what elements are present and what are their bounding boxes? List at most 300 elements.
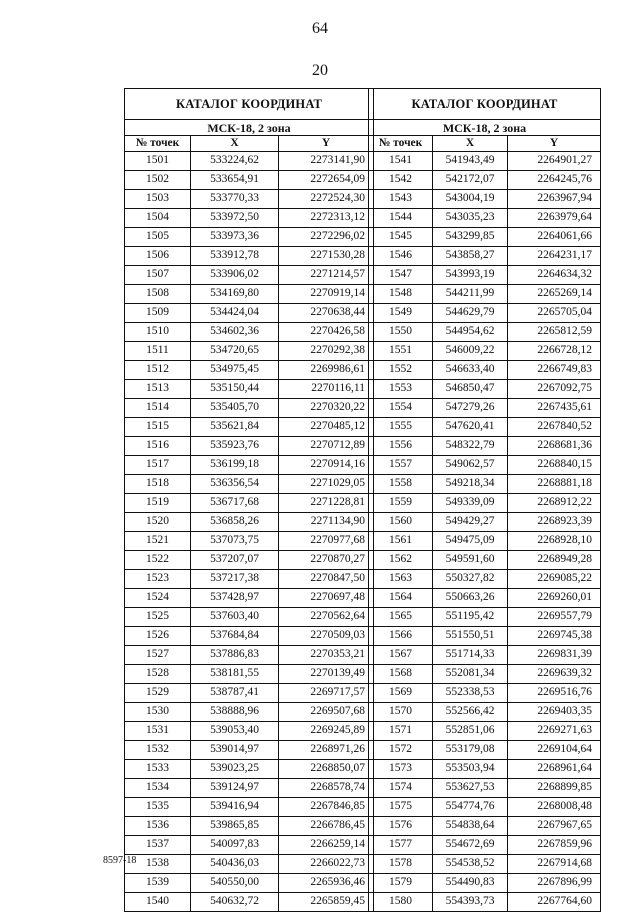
cell-point-number: 1575 [369, 798, 433, 817]
cell-x: 533973,36 [191, 228, 279, 247]
cell-x: 542172,07 [433, 171, 508, 190]
cell-point-number: 1545 [369, 228, 433, 247]
cell-point-number: 1501 [125, 152, 191, 171]
cell-x: 533972,50 [191, 209, 279, 228]
cell-point-number: 1571 [369, 722, 433, 741]
cell-y: 2269507,68 [279, 703, 374, 722]
cell-point-number: 1564 [369, 589, 433, 608]
table-row [125, 266, 374, 285]
table-row [369, 646, 601, 665]
table-row [125, 779, 374, 798]
cell-x: 550327,82 [433, 570, 508, 589]
table-row [125, 532, 374, 551]
cell-x: 554393,73 [433, 893, 508, 912]
cell-point-number: 1528 [125, 665, 191, 684]
cell-y: 2264061,66 [508, 228, 601, 247]
cell-y: 2270977,68 [279, 532, 374, 551]
table-row [369, 665, 601, 684]
table-row [369, 513, 601, 532]
cell-y: 2264901,27 [508, 152, 601, 171]
page-number: 64 [312, 20, 328, 37]
cell-point-number: 1551 [369, 342, 433, 361]
cell-x: 554838,64 [433, 817, 508, 836]
cell-point-number: 1563 [369, 570, 433, 589]
cell-y: 2264245,76 [508, 171, 601, 190]
table-row [125, 627, 374, 646]
table-row [369, 551, 601, 570]
cell-point-number: 1530 [125, 703, 191, 722]
cell-x: 539865,85 [191, 817, 279, 836]
cell-x: 549218,34 [433, 475, 508, 494]
cell-point-number: 1567 [369, 646, 433, 665]
cell-y: 2263979,64 [508, 209, 601, 228]
cell-point-number: 1574 [369, 779, 433, 798]
cell-y: 2269403,35 [508, 703, 601, 722]
table-row [125, 836, 374, 855]
table-row [369, 627, 601, 646]
cell-point-number: 1521 [125, 532, 191, 551]
cell-x: 535405,70 [191, 399, 279, 418]
cell-y: 2267764,60 [508, 893, 601, 912]
cell-point-number: 1502 [125, 171, 191, 190]
cell-point-number: 1519 [125, 494, 191, 513]
cell-x: 547620,41 [433, 418, 508, 437]
table-row [369, 570, 601, 589]
cell-x: 549429,27 [433, 513, 508, 532]
cell-x: 553179,08 [433, 741, 508, 760]
cell-point-number: 1555 [369, 418, 433, 437]
table-row [369, 475, 601, 494]
cell-x: 540097,83 [191, 836, 279, 855]
cell-point-number: 1559 [369, 494, 433, 513]
cell-y: 2270914,16 [279, 456, 374, 475]
cell-point-number: 1569 [369, 684, 433, 703]
cell-y: 2267967,65 [508, 817, 601, 836]
table-row [369, 494, 601, 513]
cell-y: 2264231,17 [508, 247, 601, 266]
cell-x: 546633,40 [433, 361, 508, 380]
cell-y: 2263967,94 [508, 190, 601, 209]
left-catalog [124, 88, 374, 912]
cell-y: 2267914,68 [508, 855, 601, 874]
table-row [125, 855, 374, 874]
cell-point-number: 1580 [369, 893, 433, 912]
cell-x: 536858,26 [191, 513, 279, 532]
table-row [369, 399, 601, 418]
table-row [125, 741, 374, 760]
cell-y: 2269245,89 [279, 722, 374, 741]
cell-x: 544629,79 [433, 304, 508, 323]
table-row [369, 798, 601, 817]
cell-y: 2268681,36 [508, 437, 601, 456]
cell-point-number: 1510 [125, 323, 191, 342]
cell-point-number: 1560 [369, 513, 433, 532]
cell-y: 2268912,22 [508, 494, 601, 513]
cell-x: 540632,72 [191, 893, 279, 912]
cell-y: 2268971,26 [279, 741, 374, 760]
cell-x: 533654,91 [191, 171, 279, 190]
cell-point-number: 1542 [369, 171, 433, 190]
cell-x: 543004,19 [433, 190, 508, 209]
zone-label: МСК-18, 2 зона [125, 120, 374, 136]
cell-y: 2270320,22 [279, 399, 374, 418]
table-row [369, 779, 601, 798]
cell-x: 540436,03 [191, 855, 279, 874]
cell-y: 2266786,45 [279, 817, 374, 836]
cell-x: 543993,19 [433, 266, 508, 285]
cell-point-number: 1509 [125, 304, 191, 323]
cell-x: 540550,00 [191, 874, 279, 893]
cell-x: 554538,52 [433, 855, 508, 874]
cell-x: 543035,23 [433, 209, 508, 228]
table-row [125, 304, 374, 323]
table-row [369, 228, 601, 247]
cell-point-number: 1570 [369, 703, 433, 722]
cell-y: 2266728,12 [508, 342, 601, 361]
cell-point-number: 1515 [125, 418, 191, 437]
table-row [369, 152, 601, 171]
col-header-y: Y [508, 136, 601, 152]
table-row [369, 703, 601, 722]
table-row [125, 171, 374, 190]
col-header-point: № точек [369, 136, 433, 152]
cell-y: 2272313,12 [279, 209, 374, 228]
cell-x: 543858,27 [433, 247, 508, 266]
cell-y: 2268923,39 [508, 513, 601, 532]
cell-y: 2272296,02 [279, 228, 374, 247]
cell-point-number: 1534 [125, 779, 191, 798]
table-row [125, 760, 374, 779]
col-header-y: Y [279, 136, 374, 152]
cell-point-number: 1540 [125, 893, 191, 912]
table-row [369, 323, 601, 342]
cell-point-number: 1544 [369, 209, 433, 228]
cell-y: 2271214,57 [279, 266, 374, 285]
cell-x: 550663,26 [433, 589, 508, 608]
cell-x: 539124,97 [191, 779, 279, 798]
table-row [369, 361, 601, 380]
cell-y: 2271530,28 [279, 247, 374, 266]
cell-x: 543299,85 [433, 228, 508, 247]
cell-point-number: 1579 [369, 874, 433, 893]
cell-x: 548322,79 [433, 437, 508, 456]
cell-x: 551195,42 [433, 608, 508, 627]
table-row [369, 171, 601, 190]
cell-x: 546009,22 [433, 342, 508, 361]
cell-x: 549062,57 [433, 456, 508, 475]
cell-point-number: 1522 [125, 551, 191, 570]
cell-point-number: 1553 [369, 380, 433, 399]
cell-point-number: 1562 [369, 551, 433, 570]
cell-x: 537207,07 [191, 551, 279, 570]
cell-point-number: 1531 [125, 722, 191, 741]
cell-point-number: 1504 [125, 209, 191, 228]
table-row [125, 399, 374, 418]
table-row [369, 589, 601, 608]
cell-x: 552081,34 [433, 665, 508, 684]
cell-y: 2268008,48 [508, 798, 601, 817]
cell-x: 534424,04 [191, 304, 279, 323]
table-row [369, 532, 601, 551]
table-row [369, 741, 601, 760]
cell-point-number: 1565 [369, 608, 433, 627]
cell-x: 534975,45 [191, 361, 279, 380]
cell-x: 539023,25 [191, 760, 279, 779]
cell-y: 2270426,58 [279, 323, 374, 342]
cell-point-number: 1514 [125, 399, 191, 418]
cell-point-number: 1543 [369, 190, 433, 209]
table-row [369, 836, 601, 855]
table-row [369, 304, 601, 323]
cell-point-number: 1518 [125, 475, 191, 494]
table-row [369, 209, 601, 228]
cell-y: 2271228,81 [279, 494, 374, 513]
cell-x: 552851,06 [433, 722, 508, 741]
right-catalog [368, 88, 601, 912]
table-row [125, 209, 374, 228]
coordinates-table-left [124, 88, 374, 912]
cell-y: 2270638,44 [279, 304, 374, 323]
cell-x: 546850,47 [433, 380, 508, 399]
table-row [369, 285, 601, 304]
table-row [369, 855, 601, 874]
cell-x: 537886,83 [191, 646, 279, 665]
cell-y: 2266259,14 [279, 836, 374, 855]
cell-y: 2272654,09 [279, 171, 374, 190]
cell-y: 2268928,10 [508, 532, 601, 551]
cell-point-number: 1549 [369, 304, 433, 323]
cell-y: 2269516,76 [508, 684, 601, 703]
cell-point-number: 1541 [369, 152, 433, 171]
cell-point-number: 1505 [125, 228, 191, 247]
table-row [125, 247, 374, 266]
table-row [125, 703, 374, 722]
cell-point-number: 1523 [125, 570, 191, 589]
table-row [125, 437, 374, 456]
cell-x: 552338,53 [433, 684, 508, 703]
cell-point-number: 1503 [125, 190, 191, 209]
cell-y: 2268899,85 [508, 779, 601, 798]
cell-y: 2269085,22 [508, 570, 601, 589]
cell-x: 538888,96 [191, 703, 279, 722]
cell-point-number: 1533 [125, 760, 191, 779]
cell-y: 2268850,07 [279, 760, 374, 779]
cell-y: 2268961,64 [508, 760, 601, 779]
cell-point-number: 1566 [369, 627, 433, 646]
cell-y: 2273141,90 [279, 152, 374, 171]
table-row [125, 228, 374, 247]
cell-x: 536199,18 [191, 456, 279, 475]
cell-y: 2265812,59 [508, 323, 601, 342]
cell-y: 2268881,18 [508, 475, 601, 494]
cell-y: 2267896,99 [508, 874, 601, 893]
cell-x: 537603,40 [191, 608, 279, 627]
table-row [125, 456, 374, 475]
cell-point-number: 1537 [125, 836, 191, 855]
zone-label: МСК-18, 2 зона [369, 120, 601, 136]
cell-x: 536356,54 [191, 475, 279, 494]
cell-point-number: 1552 [369, 361, 433, 380]
table-row [125, 342, 374, 361]
cell-y: 2270919,14 [279, 285, 374, 304]
cell-point-number: 1535 [125, 798, 191, 817]
cell-x: 538787,41 [191, 684, 279, 703]
cell-y: 2270485,12 [279, 418, 374, 437]
table-row [125, 589, 374, 608]
cell-x: 549475,09 [433, 532, 508, 551]
table-row [125, 323, 374, 342]
cell-point-number: 1517 [125, 456, 191, 475]
cell-y: 2267846,85 [279, 798, 374, 817]
cell-y: 2270353,21 [279, 646, 374, 665]
cell-x: 537073,75 [191, 532, 279, 551]
cell-x: 547279,26 [433, 399, 508, 418]
cell-point-number: 1527 [125, 646, 191, 665]
col-header-x: X [191, 136, 279, 152]
coordinates-table-right [368, 88, 601, 912]
cell-point-number: 1576 [369, 817, 433, 836]
cell-point-number: 1561 [369, 532, 433, 551]
table-row [125, 570, 374, 589]
sub-page-number: 20 [312, 62, 328, 79]
cell-point-number: 1568 [369, 665, 433, 684]
cell-y: 2269271,63 [508, 722, 601, 741]
cell-y: 2272524,30 [279, 190, 374, 209]
cell-y: 2270139,49 [279, 665, 374, 684]
cell-y: 2270870,27 [279, 551, 374, 570]
table-row [125, 722, 374, 741]
table-row [369, 380, 601, 399]
table-row [125, 874, 374, 893]
cell-point-number: 1512 [125, 361, 191, 380]
cell-y: 2269717,57 [279, 684, 374, 703]
cell-point-number: 1536 [125, 817, 191, 836]
table-row [369, 817, 601, 836]
cell-y: 2267859,96 [508, 836, 601, 855]
cell-y: 2268949,28 [508, 551, 601, 570]
table-row [125, 380, 374, 399]
cell-point-number: 1508 [125, 285, 191, 304]
cell-y: 2269557,79 [508, 608, 601, 627]
cell-y: 2265936,46 [279, 874, 374, 893]
table-row [369, 608, 601, 627]
cell-y: 2270292,38 [279, 342, 374, 361]
cell-point-number: 1513 [125, 380, 191, 399]
catalog-title: КАТАЛОГ КООРДИНАТ [125, 89, 374, 120]
cell-point-number: 1532 [125, 741, 191, 760]
cell-point-number: 1525 [125, 608, 191, 627]
cell-x: 541943,49 [433, 152, 508, 171]
table-row [125, 665, 374, 684]
cell-x: 551714,33 [433, 646, 508, 665]
cell-x: 554672,69 [433, 836, 508, 855]
table-row [369, 342, 601, 361]
cell-point-number: 1557 [369, 456, 433, 475]
cell-x: 535621,84 [191, 418, 279, 437]
cell-y: 2269260,01 [508, 589, 601, 608]
cell-x: 537217,38 [191, 570, 279, 589]
cell-y: 2267435,61 [508, 399, 601, 418]
cell-point-number: 1548 [369, 285, 433, 304]
col-header-x: X [433, 136, 508, 152]
cell-x: 533224,62 [191, 152, 279, 171]
cell-point-number: 1546 [369, 247, 433, 266]
cell-point-number: 1524 [125, 589, 191, 608]
cell-x: 544211,99 [433, 285, 508, 304]
table-row [125, 152, 374, 171]
cell-point-number: 1539 [125, 874, 191, 893]
cell-x: 551550,51 [433, 627, 508, 646]
cell-y: 2270562,64 [279, 608, 374, 627]
table-row [369, 190, 601, 209]
col-header-point: № точек [125, 136, 191, 152]
cell-point-number: 1573 [369, 760, 433, 779]
cell-point-number: 1538 [125, 855, 191, 874]
cell-y: 2269639,32 [508, 665, 601, 684]
table-row [369, 874, 601, 893]
footer-code: 8597-18 [103, 855, 137, 866]
cell-x: 533906,02 [191, 266, 279, 285]
cell-y: 2270712,89 [279, 437, 374, 456]
cell-y: 2265269,14 [508, 285, 601, 304]
table-row [369, 266, 601, 285]
table-row [125, 798, 374, 817]
cell-x: 539416,94 [191, 798, 279, 817]
table-row [125, 494, 374, 513]
cell-x: 554490,83 [433, 874, 508, 893]
table-row [369, 760, 601, 779]
cell-x: 539053,40 [191, 722, 279, 741]
cell-x: 552566,42 [433, 703, 508, 722]
catalog-title: КАТАЛОГ КООРДИНАТ [369, 89, 601, 120]
cell-y: 2270116,11 [279, 380, 374, 399]
table-row [125, 684, 374, 703]
cell-y: 2267840,52 [508, 418, 601, 437]
cell-point-number: 1556 [369, 437, 433, 456]
cell-y: 2265859,45 [279, 893, 374, 912]
cell-x: 536717,68 [191, 494, 279, 513]
cell-y: 2271029,05 [279, 475, 374, 494]
cell-x: 535150,44 [191, 380, 279, 399]
table-row [125, 418, 374, 437]
table-row [125, 190, 374, 209]
cell-y: 2269104,64 [508, 741, 601, 760]
table-row [125, 608, 374, 627]
table-row [369, 722, 601, 741]
cell-y: 2266749,83 [508, 361, 601, 380]
table-row [125, 285, 374, 304]
cell-point-number: 1507 [125, 266, 191, 285]
cell-point-number: 1506 [125, 247, 191, 266]
cell-x: 549339,09 [433, 494, 508, 513]
table-row [125, 361, 374, 380]
cell-x: 539014,97 [191, 741, 279, 760]
cell-y: 2271134,90 [279, 513, 374, 532]
cell-x: 534602,36 [191, 323, 279, 342]
cell-x: 554774,76 [433, 798, 508, 817]
cell-point-number: 1529 [125, 684, 191, 703]
cell-point-number: 1550 [369, 323, 433, 342]
cell-point-number: 1558 [369, 475, 433, 494]
cell-x: 537684,84 [191, 627, 279, 646]
table-row [125, 513, 374, 532]
table-row [125, 475, 374, 494]
table-row [369, 456, 601, 475]
cell-y: 2268840,15 [508, 456, 601, 475]
cell-x: 534169,80 [191, 285, 279, 304]
table-row [369, 893, 601, 912]
cell-y: 2267092,75 [508, 380, 601, 399]
